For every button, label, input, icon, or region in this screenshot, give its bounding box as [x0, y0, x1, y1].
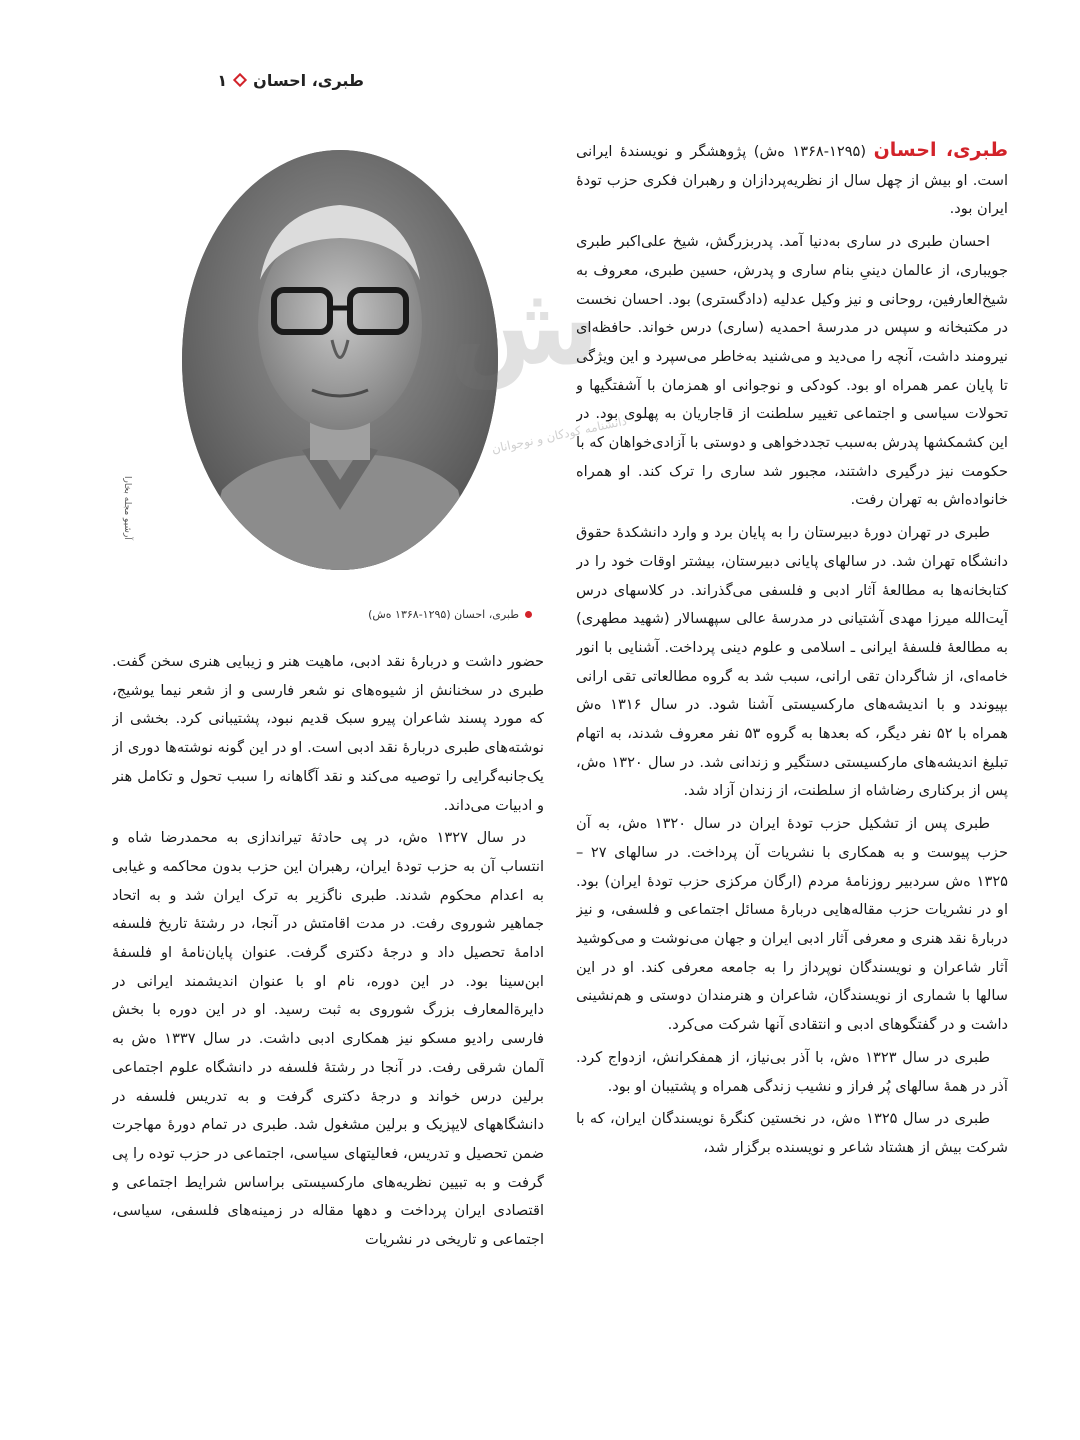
- article-paragraph: در سال ۱۳۲۷ ه‌ش، در پی حادثهٔ تیراندازی به محمدرضا شاه و انتساب آن به حزب تودهٔ ایران، رهبران این حزب بدون محاکمه و غیابی به اعدام محکوم شدند. طبری ناگزیر به ترک ایران شد و به اتحاد جماهیر شوروی رفت. در مدت اقامتش در آنجا، در رشتهٔ تاریخ فلسفه ادامهٔ تحصیل داد و درجهٔ دکتری گرفت. عنوان پایان‌نامهٔ او فلسفهٔ ابن‌سینا بود. در این دوره، نام او با عنوان اندیشمند ایرانی در دایرةالمعارف بزرگ شوروی به ثبت رسید. او در این دوره با بخش فارسی رادیو مسکو نیز همکاری ادبی داشت. در سال ۱۳۳۷ ه‌ش به آلمان شرقی رفت. در آنجا در رشتهٔ فلسفه در دانشگاه علوم اجتماعی برلین درس خواند و درجهٔ دکتری گرفت و به تدریس فلسفه در دانشگاههای لایپزیک و برلین مشغول شد. طبری در تمام دورهٔ مهاجرت ضمن تحصیل و تدریس، فعالیتهای سیاسی، اجتماعی در حزب توده را پی گرفت و به تبیین نظریه‌های مارکسیستی براساس شرایط اجتماعی و اقتصادی ایران پرداخت و دهها مقاله در زمینه‌های فلسفی، سیاسی، اجتماعی و تاریخی در نشریات: [112, 829, 544, 1249]
- watermark-mark: ش: [448, 261, 600, 389]
- headword: طبری، احسان: [873, 139, 1008, 161]
- caption-text: طبری، احسان (۱۲۹۵-۱۳۶۸ ه‌ش): [368, 607, 519, 621]
- header-title: طبری، احسان: [253, 70, 364, 90]
- article-paragraph: طبری پس از تشکیل حزب تودهٔ ایران در سال ۱۳۲۰ ه‌ش، به آن حزب پیوست و به همکاری با نشریات آن پرداخت. در سالهای ۲۷ – ۱۳۲۵ ه‌ش سردبیر روزنامهٔ مردم (ارگان مرکزی حزب تودهٔ ایران) بود. او در نشریات حزب مقاله‌هایی دربارهٔ مسائل اجتماعی و فلسفی، و نیز دربارهٔ نقد هنری و معرفی آثار ادبی ایران و جهان می‌نوشت و می‌کوشید آثار شاعران و نویسندگان نوپرداز را به جامعه معرفی کند. او در این سالها با شماری از نویسندگان، شاعران و هنرمندان دوستی و هم‌نشینی داشت و در گفتگوهای ادبی و انتقادی آنها شرکت می‌کرد.: [576, 815, 1008, 1034]
- page-number: ۱: [217, 70, 228, 90]
- photo-credit: آرشیو مجله بخارا: [122, 476, 132, 540]
- article-paragraph: طبری در سال ۱۳۲۵ ه‌ش، در نخستین کنگرهٔ نویسندگان ایران، که با شرکت بیش از هشتاد شاعر و نویسنده برگزار شد،: [576, 1110, 1008, 1156]
- article-paragraph: [576, 136, 1008, 224]
- article-paragraph: احسان طبری در ساری به‌دنیا آمد. پدربزرگش، شیخ علی‌اکبر طبری جویباری، از عالمان دینیِ بنام ساری و پدرش، حسین طبری، معروف به شیخ‌العارفین، روحانی و نیز وکیل عدلیه (دادگستری) بود. احسان نخست در مکتبخانه و سپس در مدرسهٔ احمدیه (ساری) درس خواند. حافظه‌ای نیرومند داشت، آنچه را می‌دید و می‌شنید به‌خاطر می‌سپرد و این ویژگی تا پایان عمر همراه او بود. کودکی و نوجوانی او همزمان با آشفتگیها و تحولات سیاسی و اجتماعی تغییر سلطنت از قاجاریان به پهلوی بود. در این کشمکشها پدرش به‌سبب تجددخواهی و دوستی با آزادی‌خواهان که با حکومت نیز درگیری داشتند، مجبور شد ساری را ترک کند. او همراه خانواده‌اش به تهران رفت.: [576, 233, 1008, 509]
- article-paragraph: طبری در سال ۱۳۲۳ ه‌ش، با آذر بی‌نیاز، از همفکرانش، ازدواج کرد. آذر در همهٔ سالهای پُر فراز و نشیب زندگی همراه و پشتیبان او بود.: [576, 1048, 1008, 1095]
- article-column-right: [576, 136, 1008, 1376]
- photo-caption: [232, 603, 532, 625]
- article-paragraph: طبری در تهران دورهٔ دبیرستان را به پایان برد و وارد دانشکدهٔ حقوق دانشگاه تهران شد. در سالهای پایانی دبیرستان، بیشتر اوقات خود را در کتابخانه‌ها به مطالعهٔ آثار ادبی و فلسفی می‌گذراند. در کلاسهای درس آیت‌الله میرزا مهدی آشتیانی در مدرسهٔ عالی سپهسالار (شهید مطهری) به مطالعهٔ فلسفهٔ ایرانی ـ اسلامی و علوم دینی پرداخت. آشنایی با انور خامه‌ای، از شاگردان تقی ارانی، سبب شد به گروه مطالعاتی تقی ارانی بپیوندد و با اندیشه‌های مارکسیستی آشنا شود. در سال ۱۳۱۶ ه‌ش همراه با ۵۲ نفر دیگر، که بعدها به گروه ۵۳ نفر معروف شدند، به اتهام تبلیغ اندیشه‌های مارکسیستی دستگیر و زندانی شد. در سال ۱۳۲۰ ه‌ش، پس از برکناری رضاشاه از سلطنت، از زندان آزاد شد.: [576, 524, 1008, 800]
- article-column-left: [112, 648, 544, 1368]
- diamond-icon: [233, 73, 247, 87]
- paragraph-text: (۱۲۹۵-۱۳۶۸ ه‌ش) پژوهشگر و نویسندهٔ ایرانی است. او بیش از چهل سال از نظریه‌پردازان و رهبران فکری حزب تودهٔ ایران بود.: [576, 143, 1008, 218]
- article-paragraph: حضور داشت و دربارهٔ نقد ادبی، ماهیت هنر و زیبایی هنری سخن گفت. طبری در سخنانش از شیوه‌های نو شعر فارسی و از شعر نیما یوشیج، که مورد پسند شاعران پیرو سبک قدیم نبود، پشتیبانی کرد. بخشی از نوشته‌های طبری دربارهٔ نقد ادبی است. او در این گونه نوشته‌ها دوری از یک‌جانبه‌گرایی را توصیه می‌کند و نقد آگاهانه را سبب تحول و تکامل هنر و ادبیات می‌داند.: [112, 653, 544, 814]
- watermark-text: دانشنامه کودکان و نوجوانان: [490, 413, 629, 457]
- bullet-dot-icon: [525, 611, 532, 618]
- page-header: [124, 66, 364, 94]
